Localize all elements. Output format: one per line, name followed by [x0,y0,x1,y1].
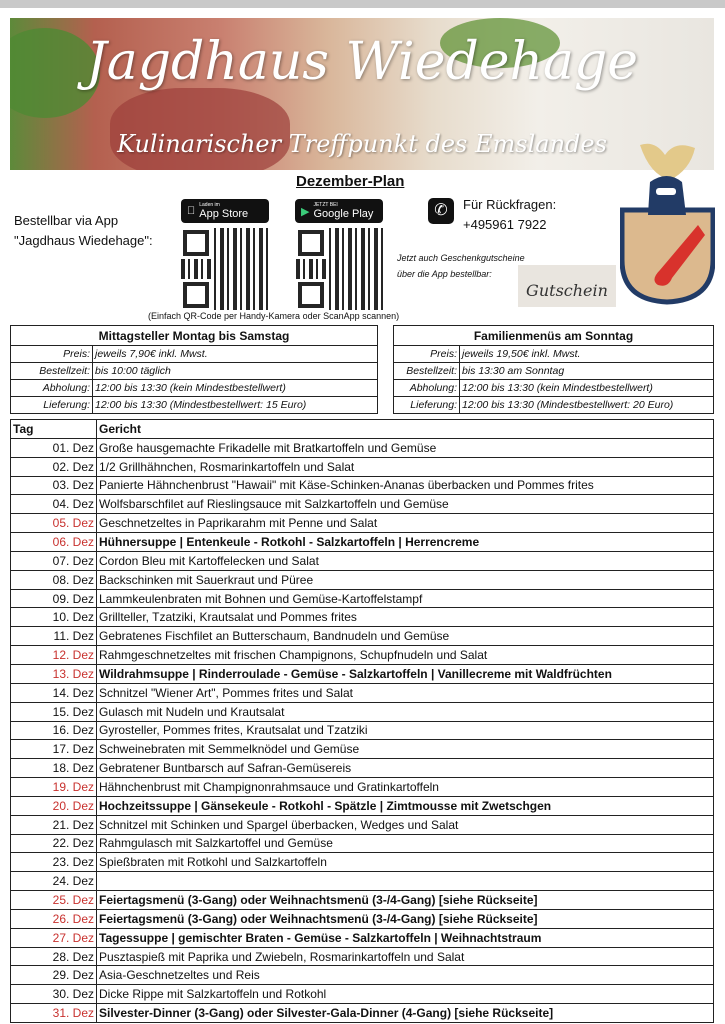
table-row [11,872,714,891]
header-banner [10,18,714,170]
day-cell: 03. Dez [11,476,97,495]
info-key: Bestellzeit: [11,363,93,380]
info-row [11,363,378,380]
day-cell: 07. Dez [11,551,97,570]
info-row [394,363,714,380]
table-row [11,457,714,476]
menu-table [10,419,714,1023]
top-bar [0,0,725,8]
day-cell: 25. Dez [11,891,97,910]
day-cell: 30. Dez [11,985,97,1004]
voucher-image: Gutschein [518,265,616,307]
day-cell: 31. Dez [11,1004,97,1023]
info-value: 12:00 bis 13:30 (Mindestbestellwert: 20 Euro) [460,397,714,414]
google-play-badge[interactable] [295,199,383,223]
table-row [11,834,714,853]
header-gericht: Gericht [97,420,714,439]
day-cell: 15. Dez [11,702,97,721]
restaurant-subtitle: Kulinarischer Treffpunkt des Emslandes [117,130,607,158]
app-order-line2: "Jagdhaus Wiedehage": [14,233,153,248]
table-row [11,608,714,627]
table-row [11,570,714,589]
dish-cell: Feiertagsmenü (3-Gang) oder Weihnachtsmenü (3-/4-Gang) [siehe Rückseite] [97,891,714,910]
table-row [11,759,714,778]
day-cell: 05. Dez [11,514,97,533]
day-cell: 26. Dez [11,909,97,928]
info-key: Lieferung: [394,397,460,414]
dish-cell: Hähnchenbrust mit Champignonrahmsauce und Gratinkartoffeln [97,778,714,797]
mittagsteller-table [10,325,378,414]
dish-cell: Gebratenes Fischfilet an Butterschaum, Bandnudeln und Gemüse [97,627,714,646]
play-label: Google Play [313,208,374,220]
table-row [11,627,714,646]
day-cell: 14. Dez [11,683,97,702]
info-key: Preis: [394,346,460,363]
dish-cell: Dicke Rippe mit Salzkartoffeln und Rotkohl [97,985,714,1004]
table-row [11,947,714,966]
day-cell: 13. Dez [11,664,97,683]
table-row [11,740,714,759]
table-row [11,796,714,815]
dish-cell: Lammkeulenbraten mit Bohnen und Gemüse-Kartoffelstampf [97,589,714,608]
table-row [11,721,714,740]
dish-cell: Wildrahmsuppe | Rinderroulade - Gemüse - Salzkartoffeln | Vanillecreme mit Waldfrüchten [97,664,714,683]
info-value: bis 13:30 am Sonntag [460,363,714,380]
table-row [11,476,714,495]
familienmenu-table [393,325,714,414]
appstore-label: App Store [191,208,240,220]
info-key: Lieferung: [11,397,93,414]
day-cell: 27. Dez [11,928,97,947]
day-cell: 10. Dez [11,608,97,627]
day-cell: 21. Dez [11,815,97,834]
dish-cell: Hühnersuppe | Entenkeule - Rotkohl - Salzkartoffeln | Herrencreme [97,533,714,552]
dish-cell: Rahmgulasch mit Salzkartoffel und Gemüse [97,834,714,853]
day-cell: 11. Dez [11,627,97,646]
appstore-small: Laden im [191,202,212,208]
day-cell: 18. Dez [11,759,97,778]
day-cell: 23. Dez [11,853,97,872]
play-icon: ▶ [301,205,310,218]
table-row [11,664,714,683]
info-value: 12:00 bis 13:30 (kein Mindestbestellwert) [460,380,714,397]
dish-cell: Pusztaspieß mit Paprika und Zwiebeln, Rosmarinkartoffeln und Salat [97,947,714,966]
table-row [11,551,714,570]
dish-cell: 1/2 Grillhähnchen, Rosmarinkartoffeln und Salat [97,457,714,476]
info-value: 12:00 bis 13:30 (Mindestbestellwert: 15 Euro) [93,397,378,414]
contact-info [463,195,556,235]
table-row [11,683,714,702]
dish-cell: Wolfsbarschfilet auf Rieslingsauce mit Salzkartoffeln und Gemüse [97,495,714,514]
knight-crest-logo [620,140,715,305]
gift-line1: Jetzt auch Geschenkgutscheine [397,253,525,263]
day-cell: 16. Dez [11,721,97,740]
restaurant-title: Jagdhaus Wiedehage [85,32,639,92]
app-store-badge[interactable] [181,199,269,223]
dish-cell: Geschnetzeltes in Paprikarahm mit Penne und Salat [97,514,714,533]
day-cell: 08. Dez [11,570,97,589]
apple-icon [187,205,195,217]
plan-title: Dezember-Plan [296,173,405,190]
dish-cell: Panierte Hähnchenbrust "Hawaii" mit Käse-Schinken-Ananas überbacken und Pommes frites [97,476,714,495]
info-row [11,397,378,414]
table-row [11,909,714,928]
table-row [11,815,714,834]
dish-cell: Rahmgeschnetzeltes mit frischen Champignons, Schupfnudeln und Salat [97,646,714,665]
contact-label: Für Rückfragen: [463,197,557,212]
dish-cell: Schweinebraten mit Semmelknödel und Gemüse [97,740,714,759]
gift-text [397,250,525,282]
day-cell: 20. Dez [11,796,97,815]
dish-cell: Gyrosteller, Pommes frites, Krautsalat und Tzatziki [97,721,714,740]
dish-cell: Grillteller, Tzatziki, Krautsalat und Pommes frites [97,608,714,627]
qr-note: (Einfach QR-Code per Handy-Kamera oder ScanApp scannen) [148,311,400,321]
dish-cell: Cordon Bleu mit Kartoffelecken und Salat [97,551,714,570]
info-row [11,346,378,363]
day-cell: 01. Dez [11,438,97,457]
table-row [11,533,714,552]
table-row [11,778,714,797]
header-tag: Tag [11,420,97,439]
info-key: Preis: [11,346,93,363]
day-cell: 19. Dez [11,778,97,797]
day-cell: 06. Dez [11,533,97,552]
dish-cell: Gebratener Buntbarsch auf Safran-Gemüsereis [97,759,714,778]
info-row [394,346,714,363]
day-cell: 02. Dez [11,457,97,476]
dish-cell: Schnitzel "Wiener Art", Pommes frites und Salat [97,683,714,702]
table-row [11,646,714,665]
dish-cell: Schnitzel mit Schinken und Spargel überbacken, Wedges und Salat [97,815,714,834]
phone-icon: ✆ [428,198,454,224]
table-row [11,495,714,514]
table-row [11,438,714,457]
dish-cell: Backschinken mit Sauerkraut und Püree [97,570,714,589]
day-cell: 29. Dez [11,966,97,985]
table-row [11,891,714,910]
info-key: Abholung: [394,380,460,397]
app-order-text [14,211,153,251]
table-row [11,966,714,985]
dish-cell: Gulasch mit Nudeln und Krautsalat [97,702,714,721]
dish-cell: Spießbraten mit Rotkohl und Salzkartoffeln [97,853,714,872]
day-cell: 09. Dez [11,589,97,608]
info-value: jeweils 19,50€ inkl. Mwst. [460,346,714,363]
play-small: JETZT BEI [313,202,338,208]
info-key: Abholung: [11,380,93,397]
day-cell: 04. Dez [11,495,97,514]
dish-cell: Große hausgemachte Frikadelle mit Bratkartoffeln und Gemüse [97,438,714,457]
info-row [394,380,714,397]
dish-cell: Tagessuppe | gemischter Braten - Gemüse - Salzkartoffeln | Weihnachtstraum [97,928,714,947]
day-cell: 17. Dez [11,740,97,759]
dish-cell: Asia-Geschnetzeltes und Reis [97,966,714,985]
info-value: bis 10:00 täglich [93,363,378,380]
table-row [11,928,714,947]
table-row [11,853,714,872]
dish-cell: Silvester-Dinner (3-Gang) oder Silvester-Gala-Dinner (4-Gang) [siehe Rückseite] [97,1004,714,1023]
day-cell: 22. Dez [11,834,97,853]
table-row [11,702,714,721]
mittag-title: Mittagsteller Montag bis Samstag [11,326,378,346]
info-row [11,380,378,397]
table-row [11,1004,714,1023]
dish-cell [97,872,714,891]
info-value: 12:00 bis 13:30 (kein Mindestbestellwert) [93,380,378,397]
google-play-qr-code[interactable] [296,228,384,310]
table-row [11,589,714,608]
day-cell: 12. Dez [11,646,97,665]
dish-cell: Feiertagsmenü (3-Gang) oder Weihnachtsmenü (3-/4-Gang) [siehe Rückseite] [97,909,714,928]
contact-phone[interactable]: +495961 7922 [463,217,547,232]
gift-line2: über die App bestellbar: [397,269,492,279]
dish-cell: Hochzeitssuppe | Gänsekeule - Rotkohl - Spätzle | Zimtmousse mit Zwetschgen [97,796,714,815]
info-row [394,397,714,414]
table-row [11,985,714,1004]
day-cell: 24. Dez [11,872,97,891]
app-order-line1: Bestellbar via App [14,213,119,228]
table-row [11,514,714,533]
day-cell: 28. Dez [11,947,97,966]
info-key: Bestellzeit: [394,363,460,380]
info-value: jeweils 7,90€ inkl. Mwst. [93,346,378,363]
appstore-qr-code[interactable] [181,228,269,310]
familie-title: Familienmenüs am Sonntag [394,326,714,346]
